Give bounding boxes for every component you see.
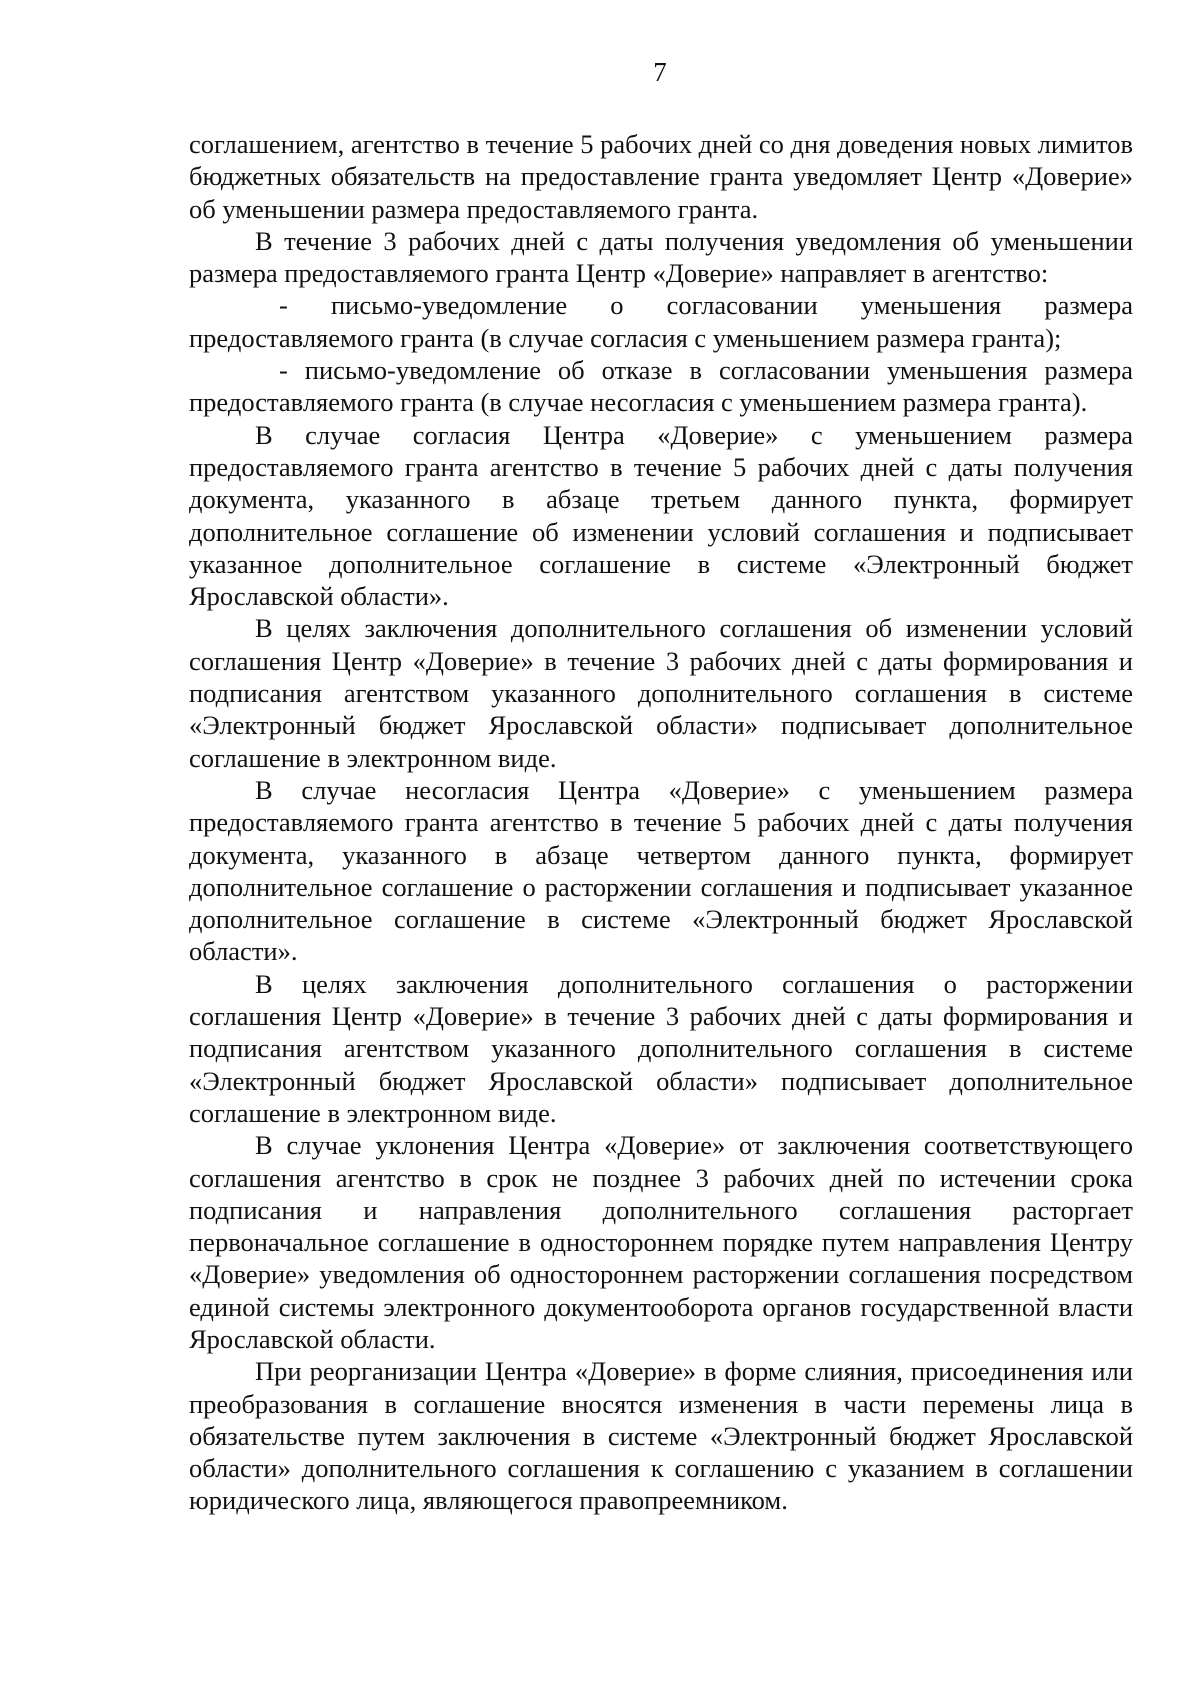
paragraph: В случае уклонения Центра «Доверие» от заключения соответствующего соглашения агентство в срок не позднее 3 рабочих дней по истечении срока подписания и направления дополнительного соглашения расторгает первоначальное соглашение в одностороннем порядке путем направления Центру «Доверие» уведомления об одностороннем расторжении соглашения посредством единой системы электронного документооборота органов государственной власти Ярославской области. [189,1130,1133,1354]
paragraph: В целях заключения дополнительного соглашения об изменении условий соглашения Центр «Доверие» в течение 3 рабочих дней с даты формирования и подписания агентством указанного дополнительного соглашения в системе «Электронный бюджет Ярославской области» подписывает дополнительное соглашение в электронном виде. [189,613,1133,773]
paragraph: В случае несогласия Центра «Доверие» с уменьшением размера предоставляемого гранта агентство в течение 5 рабочих дней с даты получения документа, указанного в абзаце четвертом данного пункта, формирует дополнительное соглашение о расторжении соглашения и подписывает указанное дополнительное соглашение в системе «Электронный бюджет Ярославской области». [189,774,1133,967]
page-number: 7 [653,57,667,87]
list-item: - письмо-уведомление о согласовании уменьшения размера предоставляемого гранта (в случае согласия с уменьшением размера гранта); [189,290,1133,353]
paragraph: соглашением, агентство в течение 5 рабочих дней со дня доведения новых лимитов бюджетных обязательств на предоставление гранта уведомляет Центр «Доверие» об уменьшении размера предоставляемого гранта. [189,129,1133,224]
paragraph: В целях заключения дополнительного соглашения о расторжении соглашения Центр «Доверие» в течение 3 рабочих дней с даты формирования и подписания агентством указанного дополнительного соглашения в системе «Электронный бюджет Ярославской области» подписывает дополнительное соглашение в электронном виде. [189,968,1133,1128]
list-item: - письмо-уведомление об отказе в согласовании уменьшения размера предоставляемого гранта (в случае несогласия с уменьшением размера гранта). [189,355,1133,418]
paragraph: При реорганизации Центра «Доверие» в форме слияния, присоединения или преобразования в соглашение вносятся изменения в части перемены лица в обязательстве путем заключения в системе «Электронный бюджет Ярославской области» дополнительного соглашения к соглашению с указанием в соглашении юридического лица, являющегося правопреемником. [189,1356,1133,1516]
paragraph: В течение 3 рабочих дней с даты получения уведомления об уменьшении размера предоставляемого гранта Центр «Доверие» направляет в агентство: [189,225,1133,289]
paragraph: В случае согласия Центра «Доверие» с уменьшением размера предоставляемого гранта агентство в течение 5 рабочих дней с даты получения документа, указанного в абзаце третьем данного пункта, формирует дополнительное соглашение об изменении условий соглашения и подписывает указанное дополнительное соглашение в системе «Электронный бюджет Ярославской области». [189,419,1133,612]
document-body [189,128,1133,1517]
